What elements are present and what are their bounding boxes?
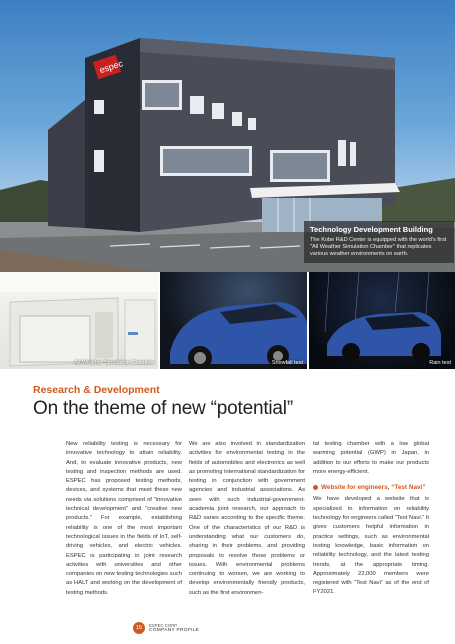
car-illustration <box>160 272 307 369</box>
subheading-text: Website for engineers, “Test Navi” <box>321 484 426 492</box>
chamber-illustration <box>0 272 158 369</box>
car-illustration <box>309 272 455 369</box>
chamber-photo <box>0 272 158 369</box>
brand-line-1: ESPEC CORP. <box>149 623 178 628</box>
text-column-1 <box>66 440 182 604</box>
page-footer <box>133 622 199 634</box>
photo-label: Rain test <box>429 360 451 366</box>
brand-line-2: COMPANY PROFILE <box>149 628 200 633</box>
caption-text: The Kobe R&D Center is equipped with the world's first "All Weather Simulation Chamber" that replicates various weather environments on earth. <box>310 237 447 257</box>
text-column-3 <box>313 440 429 604</box>
photo-label: All Weather Simulation Chamber <box>74 360 154 366</box>
subheading <box>313 483 429 492</box>
paragraph: We have developed a website that is specialized in information on reliability technology for engineers called “Test Navi.” It gives customers helpful information in practice settings, such as environmental testing knowledge, basic information on reliability technology, and the latest testing trends, at the appropriate timing. Approximately 22,000 members were registered with “Test Navi” as of the end of FY2021. <box>313 496 429 596</box>
espec-sign: espec <box>98 58 125 76</box>
section-label: Research & Development <box>33 384 160 396</box>
rain-photo <box>309 272 455 369</box>
page-title: On the theme of new “potential” <box>33 398 293 419</box>
hero-photo <box>0 0 455 272</box>
text-column-2 <box>189 440 305 604</box>
photo-strip <box>0 272 455 370</box>
footer-brand <box>149 623 199 633</box>
snowfall-photo <box>160 272 307 369</box>
paragraph: tal testing chamber with a low global warming potential (GWP) in Japan, in addition to our efforts to make our products more energy-efficient. <box>313 441 429 475</box>
photo-label: Snowfall test <box>271 360 303 366</box>
bullet-icon <box>313 485 318 490</box>
paragraph: New reliability testing is necessary for innovative technology to attain reliability. And, to evaluate innovative products, new testing and inspection methods are used. ESPEC has proposed testing methods, devices, and systems that meet these new needs via solutions comprised of “innovative technical development” and “creative new products.” For example, establishing reliability is one of the most important technological issues in the fields of IoT, self-driving vehicles, and electric vehicles. ESPEC is participating in joint research activities with universities and other companies on new testing technologies such as HALT and working on the development of testing methods. <box>66 441 182 596</box>
page-number: 15 <box>133 622 145 634</box>
paragraph: We are also involved in standardization activities for environmental testing in the fields of automobiles and electronics as well as promoting international standardization for testing in conjunction with government agencies and industrial associations. As seen with such industrial-government-academia joint research, our approach to R&D varies according to the specific theme. One of the characteristics of our R&D is understanding what our customers do, sharing in their problems, and providing proposals to resolve those problems or issues. With environmental problems continuing to worsen, we are working to develop environmentally friendly products, such as the first environmen- <box>189 441 306 596</box>
caption-title: Technology Development Building <box>310 225 433 234</box>
hero-caption <box>304 221 454 263</box>
